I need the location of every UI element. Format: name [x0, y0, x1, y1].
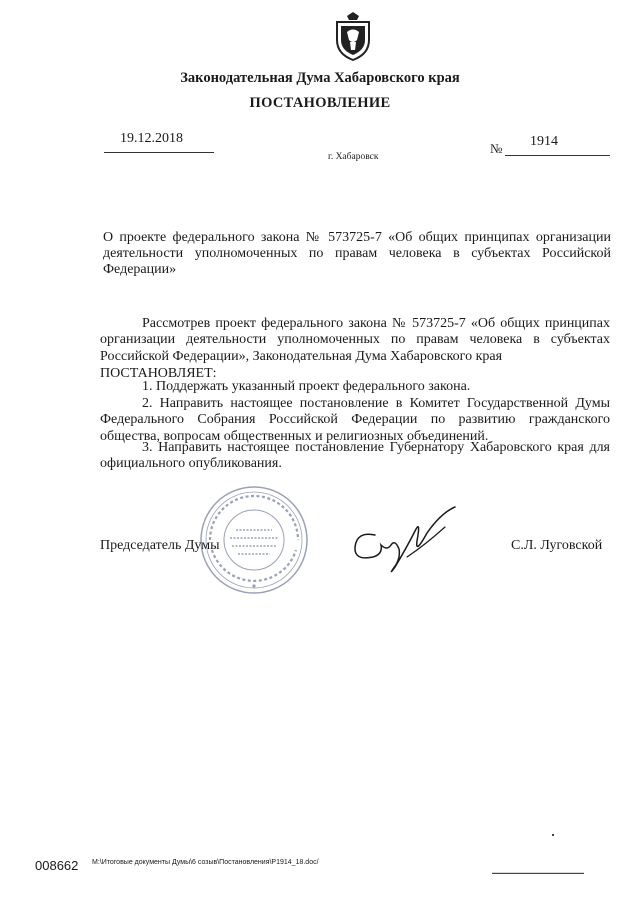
handwritten-signature — [345, 505, 460, 577]
chairman-title: Председатель Думы — [100, 538, 220, 553]
decree-word: ПОСТАНОВЛЯЕТ: — [100, 366, 217, 381]
document-type: ПОСТАНОВЛЕНИЕ — [249, 95, 391, 111]
preamble-paragraph: Рассмотрев проект федерального закона № 573725-7 «Об общих принципах организации деятельности уполномоченных по правам человека в субъектах Российской Федерации», Законодательная Дума Хабаровского края — [100, 316, 610, 364]
footer-file-path: M:\Итоговые документы Думы\6 созыв\Постановления\P1914_18.doc/ — [92, 859, 319, 866]
document-city: г. Хабаровск — [328, 152, 379, 162]
scan-speck — [552, 834, 554, 836]
decree-item-1: 1. Поддержать указанный проект федерального закона. — [142, 379, 471, 394]
chairman-name: С.Л. Луговской — [511, 538, 603, 553]
organization-name: Законодательная Дума Хабаровского края — [180, 70, 460, 86]
date-underline — [104, 152, 214, 153]
coat-of-arms-emblem — [333, 10, 373, 62]
document-subject: О проекте федерального закона № 573725-7 «Об общих принципах организации деятельности уполномоченных по правам человека в субъектах Российской Федерации» — [103, 230, 611, 277]
decree-item-2: 2. Направить настоящее постановление в Комитет Государственной Думы Федерального Собрания Российской Федерации по развитию гражданского общества, вопросам общественных и религиозных объединений. — [100, 396, 610, 444]
number-sign: № — [490, 141, 503, 156]
number-underline — [505, 155, 610, 156]
decree-item-3: 3. Направить настоящее постановление Губернатору Хабаровского края для официального опубликования. — [100, 440, 610, 472]
archive-number: 008662 — [35, 858, 79, 873]
document-date: 19.12.2018 — [120, 131, 183, 146]
document-number: 1914 — [530, 134, 558, 149]
footer-print-mark: ▬▬▬▬▬▬▬▬▬▬▬▬▬▬▬▬▬▬▬▬▬▬▬ — [492, 870, 584, 875]
